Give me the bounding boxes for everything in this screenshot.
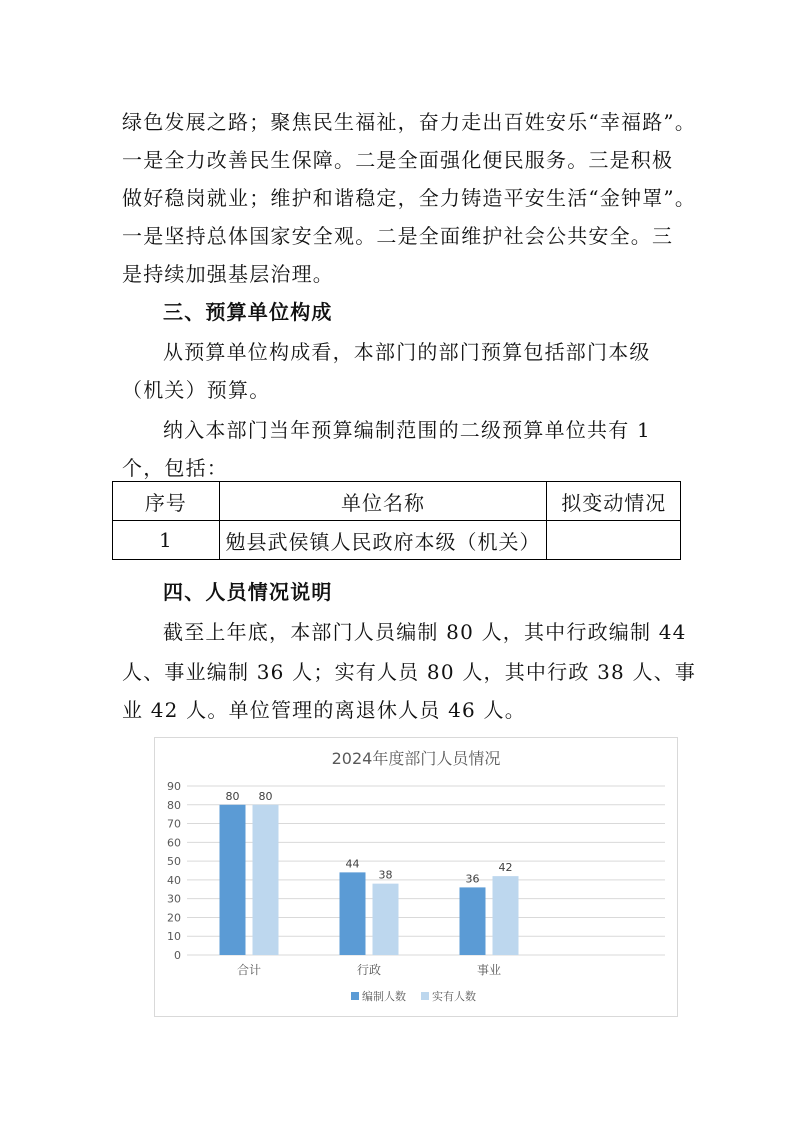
data-label: 80 bbox=[225, 789, 240, 803]
body-line-2: 一是全力改善民生保障。二是全面强化便民服务。三是积极 bbox=[122, 148, 674, 172]
x-tick-label: 合计 bbox=[236, 963, 262, 977]
table-header-cell: 拟变动情况 bbox=[547, 482, 681, 521]
legend-swatch bbox=[421, 992, 429, 1000]
body-line-5: 是持续加强基层治理。 bbox=[122, 262, 334, 286]
y-tick-label: 30 bbox=[167, 892, 181, 906]
data-label: 36 bbox=[465, 872, 480, 886]
legend-swatch bbox=[351, 992, 359, 1000]
body-line-1: 绿色发展之路；聚焦民生福祉，奋力走出百姓安乐“幸福路”。 bbox=[122, 110, 697, 134]
legend-label: 编制人数 bbox=[362, 990, 406, 1003]
section-3-para-1-line-2: （机关）预算。 bbox=[122, 378, 271, 402]
y-tick-label: 40 bbox=[167, 873, 181, 887]
section-3-para-2-line-1: 纳入本部门当年预算编制范围的二级预算单位共有 1 bbox=[163, 418, 651, 442]
table-cell: 勉县武侯镇人民政府本级（机关） bbox=[219, 521, 547, 560]
section-4-para-line-1: 截至上年底，本部门人员编制 80 人，其中行政编制 44 bbox=[163, 620, 687, 644]
y-tick-label: 50 bbox=[167, 855, 181, 869]
y-tick-label: 20 bbox=[167, 911, 181, 925]
table-header-cell: 单位名称 bbox=[219, 482, 547, 521]
staffing-bar-chart bbox=[154, 737, 678, 1017]
section-4-heading: 四、人员情况说明 bbox=[163, 580, 333, 604]
x-tick-label: 行政 bbox=[356, 963, 382, 977]
bar-staffing-quota bbox=[340, 872, 366, 955]
y-tick-label: 80 bbox=[167, 798, 181, 812]
section-4-para-line-3: 业 42 人。单位管理的离退休人员 46 人。 bbox=[122, 698, 526, 722]
y-tick-label: 10 bbox=[167, 930, 181, 944]
section-3-para-2-line-2: 个，包括： bbox=[122, 456, 228, 480]
y-tick-label: 0 bbox=[174, 949, 181, 962]
table-cell bbox=[547, 521, 681, 560]
data-label: 80 bbox=[258, 789, 273, 803]
section-3-para-1-line-1: 从预算单位构成看，本部门的部门预算包括部门本级 bbox=[163, 340, 651, 364]
table-header-cell: 序号 bbox=[113, 482, 220, 521]
bar-staffing-quota bbox=[220, 805, 246, 955]
bar-actual-staff bbox=[493, 876, 519, 955]
chart-title: 2024年度部门人员情况 bbox=[331, 749, 501, 768]
table-cell: 1 bbox=[113, 521, 220, 560]
body-line-3: 做好稳岗就业；维护和谐稳定，全力铸造平安生活“金钟罩”。 bbox=[122, 186, 697, 210]
body-line-4: 一是坚持总体国家安全观。二是全面维护社会公共安全。三 bbox=[122, 224, 674, 248]
y-tick-label: 70 bbox=[167, 817, 181, 831]
bar-actual-staff bbox=[373, 884, 399, 955]
section-3-heading: 三、预算单位构成 bbox=[163, 300, 333, 324]
section-4-para-line-2: 人、事业编制 36 人；实有人员 80 人，其中行政 38 人、事 bbox=[122, 660, 697, 684]
data-label: 42 bbox=[498, 861, 513, 875]
x-tick-label: 事业 bbox=[476, 963, 502, 977]
budget-units-table bbox=[112, 481, 681, 560]
bar-staffing-quota bbox=[460, 887, 486, 955]
data-label: 44 bbox=[345, 857, 360, 871]
y-tick-label: 60 bbox=[167, 836, 181, 850]
table-header-row bbox=[113, 482, 681, 521]
table-row bbox=[113, 521, 681, 560]
data-label: 38 bbox=[378, 868, 393, 882]
y-tick-label: 90 bbox=[167, 780, 181, 793]
legend-label: 实有人数 bbox=[432, 990, 476, 1003]
bar-actual-staff bbox=[253, 805, 279, 955]
chart-canvas bbox=[155, 738, 677, 1016]
